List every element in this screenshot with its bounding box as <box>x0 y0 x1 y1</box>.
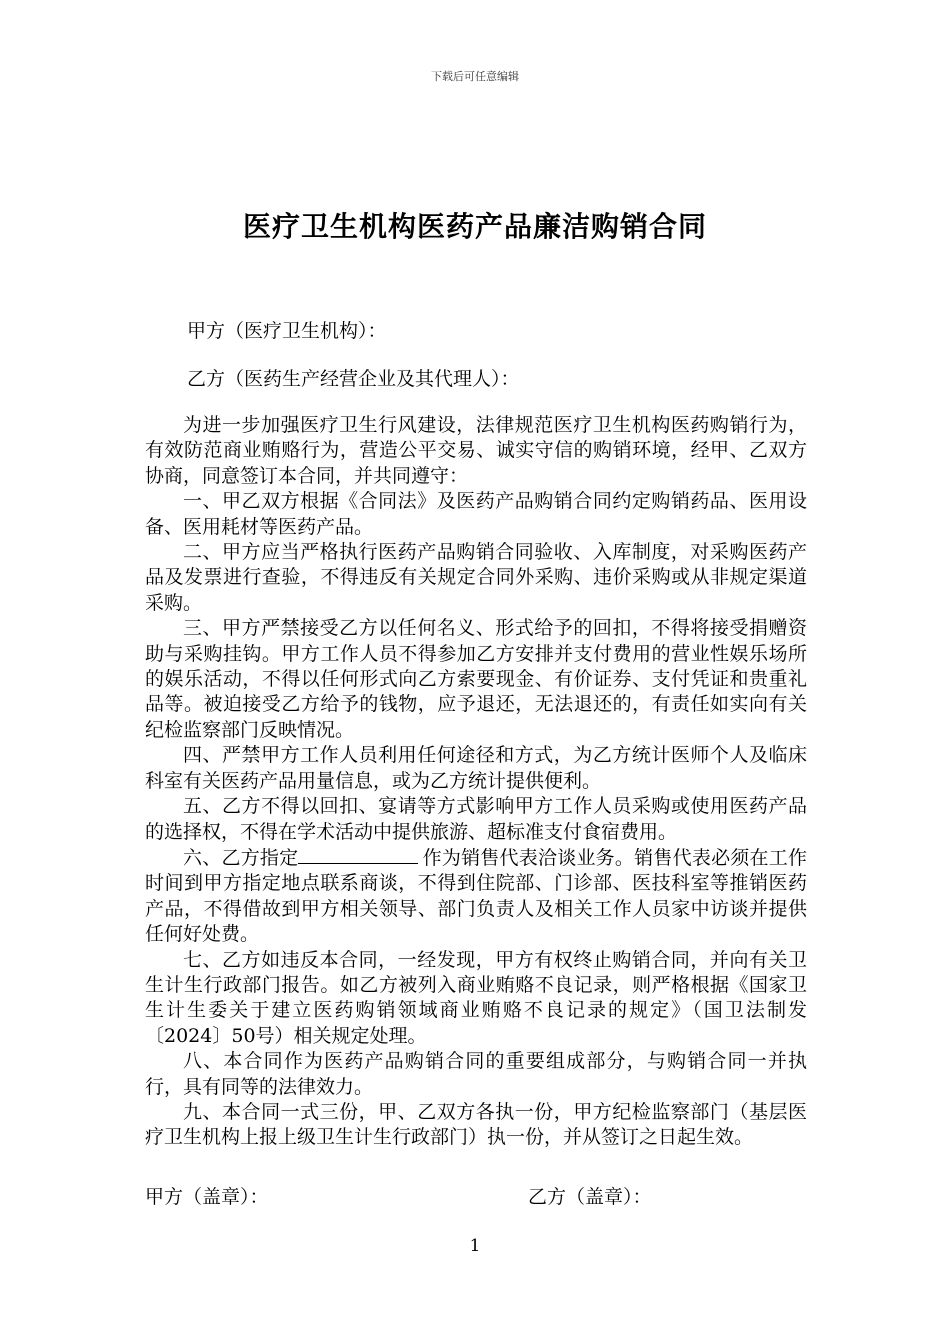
clause-3: 三、甲方严禁接受乙方以任何名义、形式给予的回扣，不得将接受捐赠资助与采购挂钩。甲方工作人员不得参加乙方安排并支付费用的营业性娱乐场所的娱乐活动，不得以任何形式向乙方索要现金、有价证券、支付凭证和贵重礼品等。被迫接受乙方给予的钱物，应予退还，无法退还的，有责任如实向有关纪检监察部门反映情况。 <box>145 617 807 741</box>
clause-2: 二、甲方应当严格执行医药产品购销合同验收、入库制度，对采购医药产品及发票进行查验，不得违反有关规定合同外采购、违价采购或从非规定渠道采购。 <box>145 541 807 614</box>
clause-7: 七、乙方如违反本合同，一经发现，甲方有权终止购销合同，并向有关卫生计生行政部门报告。如乙方被列入商业贿赂不良记录，则严格根据《国家卫生计生委关于建立医药购销领域商业贿赂不良记录的规定》（国卫法制发〔2024〕50号）相关规定处理。 <box>145 948 807 1047</box>
contract-body <box>145 413 807 1151</box>
clause-1: 一、甲乙双方根据《合同法》及医药产品购销合同约定购销药品、医用设备、医用耗材等医药产品。 <box>145 490 807 538</box>
party-b-signature: 乙方（盖章）： <box>528 1186 652 1208</box>
clause-9: 九、本合同一式三份，甲、乙双方各执一份，甲方纪检监察部门（基层医疗卫生机构上报上级卫生计生行政部门）执一份，并从签订之日起生效。 <box>145 1100 807 1149</box>
clause-8: 八、本合同作为医药产品购销合同的重要组成部分，与购销合同一并执行，具有同等的法律效力。 <box>145 1050 807 1098</box>
clause-6 <box>145 845 807 948</box>
page-number: 1 <box>469 1236 481 1256</box>
clause-6-lead: 六、乙方指定 <box>183 846 299 869</box>
clause-6-rest: 作为销售代表洽谈业务。销售代表必须在工作时间到甲方指定地点联系商谈，不得到住院部、门诊部、医技科室等推销医药产品，不得借故到甲方相关领导、部门负责人及相关工作人员家中访谈并提供任何好处费。 <box>145 846 807 946</box>
intro-paragraph: 为进一步加强医疗卫生行风建设，法律规范医疗卫生机构医药购销行为，有效防范商业贿赂行为，营造公平交易、诚实守信的购销环境，经甲、乙双方协商，同意签订本合同，并共同遵守： <box>145 414 807 487</box>
sales-rep-blank <box>298 845 418 864</box>
party-a-line: 甲方（医疗卫生机构）： <box>187 320 387 342</box>
party-b-line: 乙方（医药生产经营企业及其代理人）： <box>187 368 520 390</box>
header-note: 下载后可任意编辑 <box>431 70 519 83</box>
party-a-signature: 甲方（盖章）： <box>145 1186 269 1208</box>
clause-5: 五、乙方不得以回扣、宴请等方式影响甲方工作人员采购或使用医药产品的选择权，不得在学术活动中提供旅游、超标准支付食宿费用。 <box>145 795 807 843</box>
document-title: 医疗卫生机构医药产品廉洁购销合同 <box>242 210 707 243</box>
clause-4: 四、严禁甲方工作人员利用任何途径和方式，为乙方统计医师个人及临床科室有关医药产品用量信息，或为乙方统计提供便利。 <box>145 744 807 792</box>
